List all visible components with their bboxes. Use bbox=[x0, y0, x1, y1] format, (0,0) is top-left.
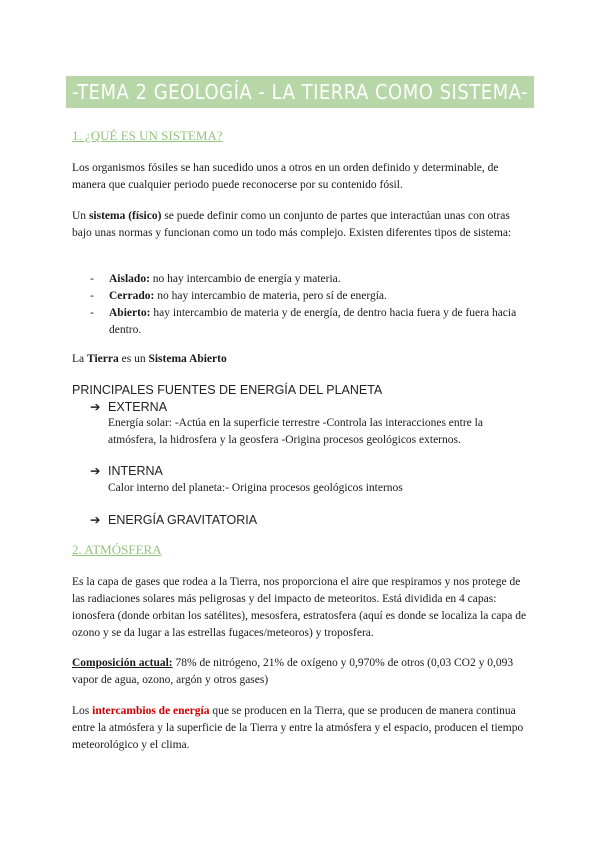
bold-term: Tierra bbox=[87, 353, 119, 365]
paragraph-sistema-definicion bbox=[72, 208, 528, 242]
list-dash: - bbox=[90, 307, 94, 319]
energy-item-externa bbox=[90, 399, 167, 414]
text-segment: que se producen en la Tierra, que se producen de manera continua entre la atmósfera y la superficie de la Tierra y entre la atmósfera y el espacio, producen el tiempo meteorológico y el clima. bbox=[72, 705, 524, 751]
energy-heading: PRINCIPALES FUENTES DE ENERGÍA DEL PLANETA bbox=[72, 383, 383, 397]
title-banner bbox=[0, 76, 600, 108]
arrow-right-icon: ➔ bbox=[90, 400, 101, 414]
type-name: Aislado: bbox=[109, 273, 150, 285]
composition-text: 78% de nitrógeno, 21% de oxígeno y 0,970% de otros (0,03 CO2 y 0,093 vapor de agua, ozono, argón y otros gases) bbox=[72, 657, 514, 686]
paragraph-atmosfera: Es la capa de gases que rodea a la Tierra, nos proporciona el aire que respiramos y nos protege de las radiaciones solares más peligrosas y del impacto de meteoritos. Está dividida en 4 capas: ionosfera (donde orbitan los satélites), mesosfera, estratosfera (aquí es donde se localiza la capa de ozono y se da lugar a las estrellas fugaces/meteoros) y troposfera. bbox=[72, 576, 527, 639]
section-heading-sistema: 1. ¿QUÉ ES UN SISTEMA? bbox=[72, 128, 223, 143]
paragraph-tierra-sistema bbox=[72, 351, 528, 368]
paragraph-fosiles: Los organismos fósiles se han sucedido unos a otros en un orden definido y determinable, de manera que cualquier periodo puede reconocerse por su contenido fósil. bbox=[72, 162, 499, 191]
energy-item-gravitatoria bbox=[90, 512, 257, 527]
composition-label: Composición actual: bbox=[72, 657, 173, 669]
text-segment: La bbox=[72, 353, 88, 365]
highlight-term: intercambios de energía bbox=[92, 705, 210, 717]
paragraph-composicion bbox=[72, 655, 528, 689]
text-segment: se puede definir como un conjunto de partes que interactúan unas con otras bajo unas normas y funcionan como un todo más complejo. Existen diferentes tipos de sistema: bbox=[72, 210, 512, 239]
arrow-right-icon: ➔ bbox=[90, 464, 101, 478]
arrow-right-icon: ➔ bbox=[90, 513, 101, 527]
list-dash: - bbox=[90, 290, 94, 302]
text-segment: Un bbox=[72, 210, 89, 222]
section-heading-atmosfera: 2. ATMÓSFERA bbox=[72, 542, 162, 557]
type-name: Cerrado: bbox=[109, 290, 155, 302]
text-segment: Los bbox=[72, 705, 93, 717]
list-dash: - bbox=[90, 273, 94, 285]
page-title: -TEMA 2 GEOLOGÍA - LA TIERRA COMO SISTEMA- bbox=[66, 76, 534, 108]
energy-desc-interna: Calor interno del planeta:- Origina procesos geológicos internos bbox=[108, 482, 403, 494]
energy-label: ENERGÍA GRAVITATORIA bbox=[108, 513, 258, 527]
text-segment: es un bbox=[118, 353, 149, 365]
energy-item-interna bbox=[90, 463, 163, 478]
energy-label: EXTERNA bbox=[108, 400, 168, 414]
bold-term: Sistema Abierto bbox=[148, 353, 227, 365]
energy-label: INTERNA bbox=[108, 464, 163, 478]
type-desc: no hay intercambio de energía y materia. bbox=[149, 273, 341, 285]
type-desc: hay intercambio de materia y de energía, de dentro hacia fuera y de fuera hacia dentro. bbox=[109, 307, 517, 336]
type-name: Abierto: bbox=[109, 307, 151, 319]
bold-term: sistema (físico) bbox=[88, 210, 162, 222]
paragraph-intercambios bbox=[72, 703, 528, 754]
energy-desc-externa: Energía solar: -Actúa en la superficie terrestre -Controla las interacciones entre la atmósfera, la hidrosfera y la geosfera -Origina procesos geológicos externos. bbox=[108, 417, 483, 446]
type-desc: no hay intercambio de materia, pero sí de energía. bbox=[154, 290, 387, 302]
